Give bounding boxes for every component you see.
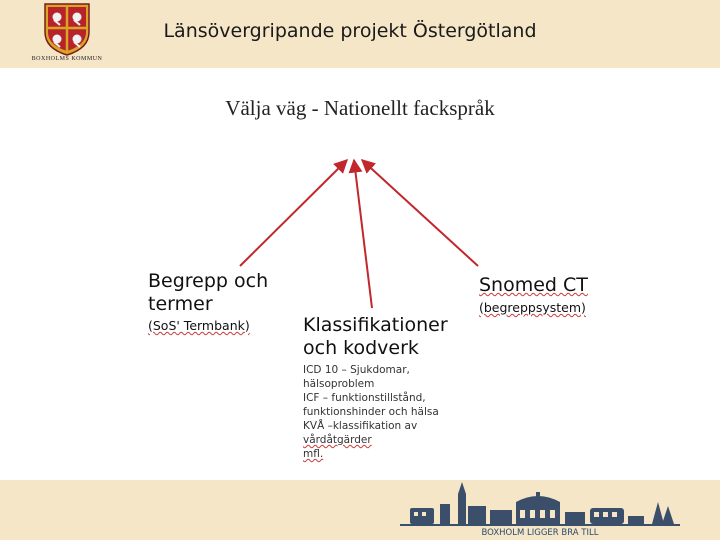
arrow-from-snomed — [362, 160, 478, 266]
node-begrepp-och-termer — [148, 270, 298, 334]
begrepp-title-line2: termer — [148, 293, 213, 315]
klassifikationer-item: ICF – funktionstillstånd, — [303, 392, 426, 404]
snomed-title: Snomed CT — [479, 274, 588, 296]
snomed-subtitle: (begreppsystem) — [479, 300, 586, 315]
node-snomed-ct — [479, 274, 619, 316]
klassifikationer-item: KVÅ –klassifikation av — [303, 420, 418, 432]
town-skyline-icon — [400, 480, 680, 526]
footer-bar — [0, 480, 720, 540]
header-title: Länsövergripande projekt Östergötland — [163, 20, 537, 42]
logo-text: BOXHOLMS KOMMUN — [31, 56, 103, 62]
node-klassifikationer-och-kodverk — [303, 314, 473, 461]
klassifikationer-item: vårdåtgärder — [303, 434, 372, 446]
begrepp-title-line1: Begrepp och — [148, 270, 269, 292]
klassifikationer-title-line1: Klassifikationer — [303, 314, 448, 336]
klassifikationer-title-line2: och kodverk — [303, 337, 419, 359]
klassifikationer-item: hälsoproblem — [303, 378, 375, 390]
klassifikationer-item: ICD 10 – Sjukdomar, — [303, 364, 410, 376]
arrow-from-klassifikationer — [354, 160, 372, 308]
arrow-from-begrepp — [240, 160, 347, 266]
klassifikationer-item: mfl. — [303, 448, 324, 460]
begrepp-subtitle: (SoS' Termbank) — [148, 318, 250, 333]
slide-title: Välja väg - Nationellt fackspråk — [225, 96, 495, 120]
footer-tagline: BOXHOLM LIGGER BRA TILL — [481, 528, 599, 538]
klassifikationer-item: funktionshinder och hälsa — [303, 406, 439, 418]
